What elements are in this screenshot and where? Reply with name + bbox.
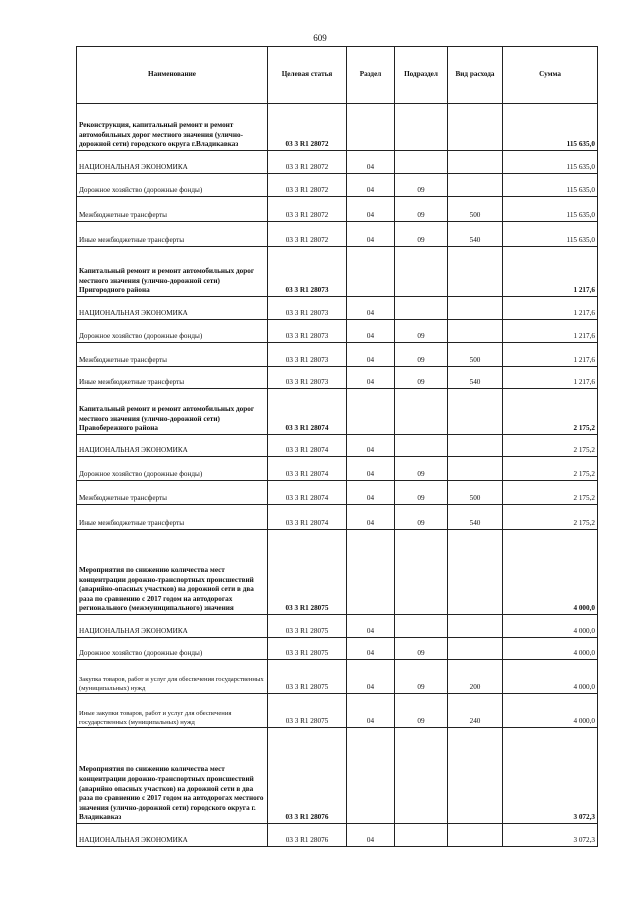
cell-name: Мероприятия по снижению количества мест концентрации дорожно-транспортных происшествий (аварийно опасных участков) на дорожной сети в два раза по сравнению с 2017 годом на автодорогах местного значения (улично-дорожной сети) городского округа г. Владикавказ (77, 728, 268, 824)
cell-name: Иные межбюджетные трансферты (77, 505, 268, 530)
cell-sum: 4 000,0 (503, 694, 598, 728)
cell-section: 04 (347, 197, 395, 222)
cell-sum: 115 635,0 (503, 197, 598, 222)
cell-kind (448, 389, 503, 435)
header-sum: Сумма (503, 47, 598, 104)
table-row (77, 174, 598, 197)
cell-sum: 2 175,2 (503, 481, 598, 505)
table-row (77, 505, 598, 530)
cell-target: 03 3 R1 28074 (268, 457, 347, 481)
table-row (77, 104, 598, 151)
cell-kind (448, 824, 503, 847)
cell-target: 03 3 R1 28072 (268, 104, 347, 151)
cell-sum: 2 175,2 (503, 457, 598, 481)
cell-section (347, 389, 395, 435)
cell-target: 03 3 R1 28074 (268, 481, 347, 505)
cell-name: НАЦИОНАЛЬНАЯ ЭКОНОМИКА (77, 824, 268, 847)
table-body (77, 104, 598, 847)
table-row (77, 435, 598, 457)
cell-name: Дорожное хозяйство (дорожные фонды) (77, 320, 268, 343)
cell-name: Закупка товаров, работ и услуг для обеспечения государственных (муниципальных) нужд (77, 660, 268, 694)
cell-sum: 115 635,0 (503, 104, 598, 151)
cell-name: Дорожное хозяйство (дорожные фонды) (77, 638, 268, 660)
cell-target: 03 3 R1 28074 (268, 505, 347, 530)
cell-subsection (395, 615, 448, 638)
cell-name: НАЦИОНАЛЬНАЯ ЭКОНОМИКА (77, 297, 268, 320)
cell-kind (448, 104, 503, 151)
cell-subsection: 09 (395, 660, 448, 694)
cell-section (347, 530, 395, 615)
cell-kind: 540 (448, 505, 503, 530)
cell-sum: 4 000,0 (503, 530, 598, 615)
table-row (77, 660, 598, 694)
table-row (77, 728, 598, 824)
table-row (77, 481, 598, 505)
cell-kind: 240 (448, 694, 503, 728)
cell-sum: 1 217,6 (503, 343, 598, 367)
cell-section: 04 (347, 222, 395, 247)
cell-target: 03 3 R1 28072 (268, 197, 347, 222)
header-name: Наименование (77, 47, 268, 104)
cell-kind: 500 (448, 481, 503, 505)
cell-subsection: 09 (395, 367, 448, 389)
cell-subsection: 09 (395, 222, 448, 247)
cell-sum: 1 217,6 (503, 367, 598, 389)
cell-target: 03 3 R1 28074 (268, 389, 347, 435)
cell-section (347, 247, 395, 297)
cell-section: 04 (347, 174, 395, 197)
header-target: Целевая статья (268, 47, 347, 104)
cell-name: Капитальный ремонт и ремонт автомобильных дорог местного значения (улично-дорожной сети) Правобережного района (77, 389, 268, 435)
cell-section: 04 (347, 694, 395, 728)
cell-target: 03 3 R1 28074 (268, 435, 347, 457)
cell-subsection (395, 728, 448, 824)
cell-subsection: 09 (395, 343, 448, 367)
cell-kind (448, 435, 503, 457)
cell-subsection (395, 297, 448, 320)
cell-sum: 115 635,0 (503, 174, 598, 197)
cell-sum: 1 217,6 (503, 247, 598, 297)
cell-kind: 500 (448, 197, 503, 222)
cell-kind: 500 (448, 343, 503, 367)
table-row (77, 457, 598, 481)
table-row (77, 297, 598, 320)
table-row (77, 824, 598, 847)
cell-name: Капитальный ремонт и ремонт автомобильных дорог местного значения (улично-дорожной сети) Пригородного района (77, 247, 268, 297)
cell-section: 04 (347, 660, 395, 694)
table-row (77, 247, 598, 297)
cell-name: Межбюджетные трансферты (77, 343, 268, 367)
cell-subsection: 09 (395, 197, 448, 222)
table-row (77, 389, 598, 435)
cell-kind (448, 151, 503, 174)
cell-sum: 4 000,0 (503, 660, 598, 694)
cell-sum: 3 072,3 (503, 728, 598, 824)
cell-section: 04 (347, 457, 395, 481)
cell-section: 04 (347, 638, 395, 660)
cell-kind: 200 (448, 660, 503, 694)
cell-kind (448, 247, 503, 297)
table-row (77, 530, 598, 615)
table-row (77, 151, 598, 174)
cell-section: 04 (347, 615, 395, 638)
cell-sum: 2 175,2 (503, 505, 598, 530)
cell-sum: 4 000,0 (503, 638, 598, 660)
cell-target: 03 3 R1 28075 (268, 660, 347, 694)
table-row (77, 367, 598, 389)
table-row (77, 197, 598, 222)
cell-name: Дорожное хозяйство (дорожные фонды) (77, 174, 268, 197)
cell-section: 04 (347, 297, 395, 320)
cell-sum: 115 635,0 (503, 151, 598, 174)
cell-section: 04 (347, 824, 395, 847)
cell-subsection: 09 (395, 505, 448, 530)
cell-target: 03 3 R1 28072 (268, 151, 347, 174)
cell-section: 04 (347, 481, 395, 505)
table-row (77, 222, 598, 247)
cell-target: 03 3 R1 28075 (268, 694, 347, 728)
cell-name: Иные закупки товаров, работ и услуг для обеспечения государственных (муниципальных) нужд (77, 694, 268, 728)
cell-subsection: 09 (395, 638, 448, 660)
cell-sum: 1 217,6 (503, 320, 598, 343)
cell-target: 03 3 R1 28075 (268, 638, 347, 660)
cell-target: 03 3 R1 28072 (268, 174, 347, 197)
cell-section: 04 (347, 505, 395, 530)
cell-name: Иные межбюджетные трансферты (77, 367, 268, 389)
cell-name: НАЦИОНАЛЬНАЯ ЭКОНОМИКА (77, 151, 268, 174)
cell-section: 04 (347, 151, 395, 174)
cell-target: 03 3 R1 28073 (268, 367, 347, 389)
cell-kind (448, 615, 503, 638)
cell-subsection (395, 104, 448, 151)
cell-name: НАЦИОНАЛЬНАЯ ЭКОНОМИКА (77, 615, 268, 638)
cell-kind (448, 297, 503, 320)
cell-sum: 115 635,0 (503, 222, 598, 247)
cell-name: Межбюджетные трансферты (77, 481, 268, 505)
cell-kind (448, 320, 503, 343)
cell-target: 03 3 R1 28076 (268, 728, 347, 824)
table-row (77, 320, 598, 343)
budget-table (76, 46, 598, 847)
cell-sum: 3 072,3 (503, 824, 598, 847)
cell-name: Дорожное хозяйство (дорожные фонды) (77, 457, 268, 481)
cell-subsection (395, 530, 448, 615)
table-row (77, 343, 598, 367)
cell-target: 03 3 R1 28072 (268, 222, 347, 247)
cell-kind: 540 (448, 222, 503, 247)
table-row (77, 615, 598, 638)
cell-target: 03 3 R1 28073 (268, 297, 347, 320)
table-row (77, 694, 598, 728)
cell-kind (448, 728, 503, 824)
cell-kind (448, 174, 503, 197)
header-subsection: Подраздел (395, 47, 448, 104)
cell-sum: 4 000,0 (503, 615, 598, 638)
cell-target: 03 3 R1 28073 (268, 343, 347, 367)
cell-name: Мероприятия по снижению количества мест концентрации дорожно-транспортных происшествий (аварийно-опасных участков) на дорожной сети в два раза по сравнению с 2017 годом на автодорогах регионального (межмуниципального) значения (77, 530, 268, 615)
cell-kind: 540 (448, 367, 503, 389)
cell-name: Реконструкция, капитальный ремонт и ремонт автомобильных дорог местного значения (улично-дорожной сети) городского округа г.Владикавказ (77, 104, 268, 151)
header-kind: Вид расхода (448, 47, 503, 104)
cell-sum: 1 217,6 (503, 297, 598, 320)
cell-section (347, 728, 395, 824)
table-row (77, 638, 598, 660)
cell-sum: 2 175,2 (503, 435, 598, 457)
cell-section: 04 (347, 320, 395, 343)
cell-section (347, 104, 395, 151)
cell-sum: 2 175,2 (503, 389, 598, 435)
cell-name: НАЦИОНАЛЬНАЯ ЭКОНОМИКА (77, 435, 268, 457)
cell-subsection (395, 151, 448, 174)
header-section: Раздел (347, 47, 395, 104)
cell-target: 03 3 R1 28073 (268, 247, 347, 297)
cell-subsection: 09 (395, 457, 448, 481)
cell-subsection (395, 389, 448, 435)
cell-kind (448, 638, 503, 660)
cell-subsection: 09 (395, 320, 448, 343)
cell-kind (448, 457, 503, 481)
cell-subsection (395, 435, 448, 457)
cell-subsection: 09 (395, 174, 448, 197)
cell-name: Иные межбюджетные трансферты (77, 222, 268, 247)
cell-section: 04 (347, 367, 395, 389)
cell-target: 03 3 R1 28073 (268, 320, 347, 343)
page-number: 609 (313, 33, 327, 43)
cell-subsection (395, 824, 448, 847)
cell-kind (448, 530, 503, 615)
cell-subsection (395, 247, 448, 297)
cell-name: Межбюджетные трансферты (77, 197, 268, 222)
cell-section: 04 (347, 435, 395, 457)
cell-subsection: 09 (395, 481, 448, 505)
cell-target: 03 3 R1 28075 (268, 530, 347, 615)
cell-section: 04 (347, 343, 395, 367)
table-header-row (77, 47, 598, 104)
cell-subsection: 09 (395, 694, 448, 728)
cell-target: 03 3 R1 28075 (268, 615, 347, 638)
cell-target: 03 3 R1 28076 (268, 824, 347, 847)
